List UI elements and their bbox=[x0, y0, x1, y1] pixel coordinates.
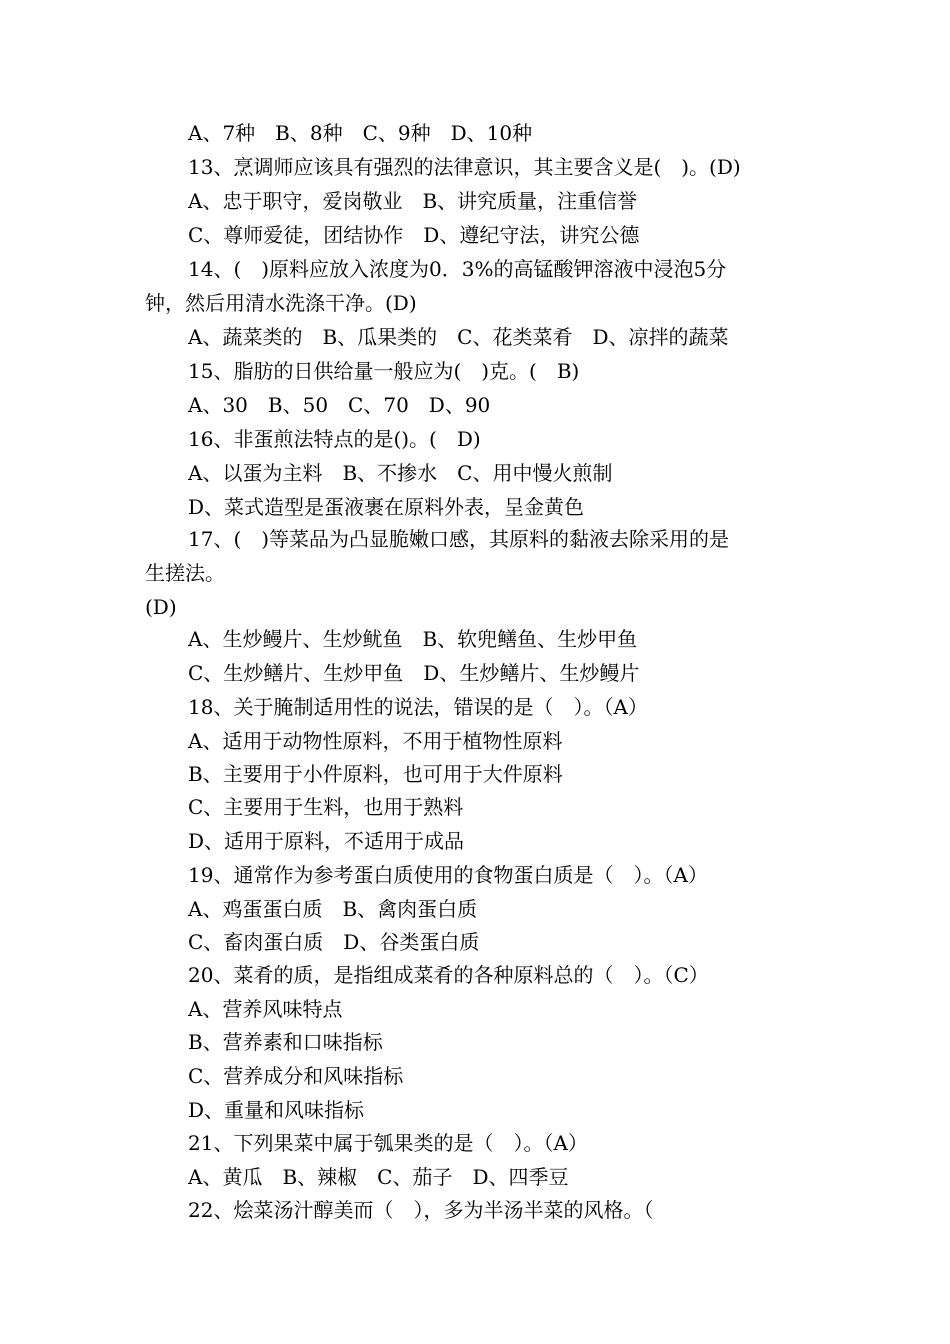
answer-option-q18-b: B、主要用于小件原料，也可用于大件原料 bbox=[188, 762, 563, 786]
answer-options-q17-cd: C、生炒鳝片、生炒甲鱼 D、生炒鳝片、生炒鳗片 bbox=[188, 661, 640, 685]
answer-options-q15: A、30 B、50 C、70 D、90 bbox=[188, 393, 491, 417]
question-17: 17、( )等菜品为凸显脆嫩口感，其原料的黏液去除采用的是 bbox=[188, 527, 730, 551]
answer-options-q19-ab: A、鸡蛋蛋白质 B、禽肉蛋白质 bbox=[188, 897, 478, 921]
answer-options-q13-cd: C、尊师爱徒，团结协作 D、遵纪守法，讲究公德 bbox=[188, 223, 640, 247]
answer-options-q19-cd: C、畜肉蛋白质 D、谷类蛋白质 bbox=[188, 930, 480, 954]
question-17-answer: (D) bbox=[145, 595, 177, 619]
question-19: 19、通常作为参考蛋白质使用的食物蛋白质是（ ）。（A） bbox=[188, 863, 708, 887]
question-20: 20、菜肴的质，是指组成菜肴的各种原料总的（ ）。（C） bbox=[188, 963, 709, 987]
answer-options-q17-ab: A、生炒鳗片、生炒鱿鱼 B、软兜鳝鱼、生炒甲鱼 bbox=[188, 627, 638, 651]
answer-option-q20-a: A、营养风味特点 bbox=[188, 997, 343, 1021]
answer-options-q14: A、蔬菜类的 B、瓜果类的 C、花类菜肴 D、凉拌的蔬菜 bbox=[188, 325, 729, 349]
answer-option-q18-c: C、主要用于生料，也用于熟料 bbox=[188, 795, 464, 819]
answer-option-q18-d: D、适用于原料，不适用于成品 bbox=[188, 829, 465, 853]
question-18: 18、关于腌制适用性的说法，错误的是（ ）。（A） bbox=[188, 695, 648, 719]
answer-options-q12: A、7种 B、8种 C、9种 D、10种 bbox=[188, 121, 533, 145]
question-17-continued: 生搓法。 bbox=[145, 561, 225, 585]
question-13: 13、烹调师应该具有强烈的法律意识，其主要含义是( )。(D) bbox=[188, 155, 741, 179]
answer-options-q21: A、黄瓜 B、辣椒 C、茄子 D、四季豆 bbox=[188, 1165, 569, 1189]
answer-option-q20-b: B、营养素和口味指标 bbox=[188, 1030, 383, 1054]
question-15: 15、脂肪的日供给量一般应为( )克。( B) bbox=[188, 359, 580, 383]
answer-options-q16-abc: A、以蛋为主料 B、不掺水 C、用中慢火煎制 bbox=[188, 461, 613, 485]
answer-options-q13-ab: A、忠于职守，爱岗敬业 B、讲究质量，注重信誉 bbox=[188, 189, 638, 213]
question-14: 14、( )原料应放入浓度为0．3%的高锰酸钾溶液中浸泡5分 bbox=[188, 257, 727, 281]
question-16: 16、非蛋煎法特点的是()。( D) bbox=[188, 427, 481, 451]
question-21: 21、下列果菜中属于瓠果类的是（ ）。（A） bbox=[188, 1131, 588, 1155]
answer-options-q16-d: D、菜式造型是蛋液裹在原料外表，呈金黄色 bbox=[188, 495, 585, 519]
question-22: 22、烩菜汤汁醇美而（ ），多为半汤半菜的风格。（ bbox=[188, 1198, 654, 1222]
answer-option-q20-d: D、重量和风味指标 bbox=[188, 1098, 365, 1122]
question-14-continued: 钟，然后用清水洗涤干净。(D) bbox=[145, 291, 417, 315]
answer-option-q20-c: C、营养成分和风味指标 bbox=[188, 1064, 404, 1088]
answer-option-q18-a: A、适用于动物性原料，不用于植物性原料 bbox=[188, 729, 563, 753]
